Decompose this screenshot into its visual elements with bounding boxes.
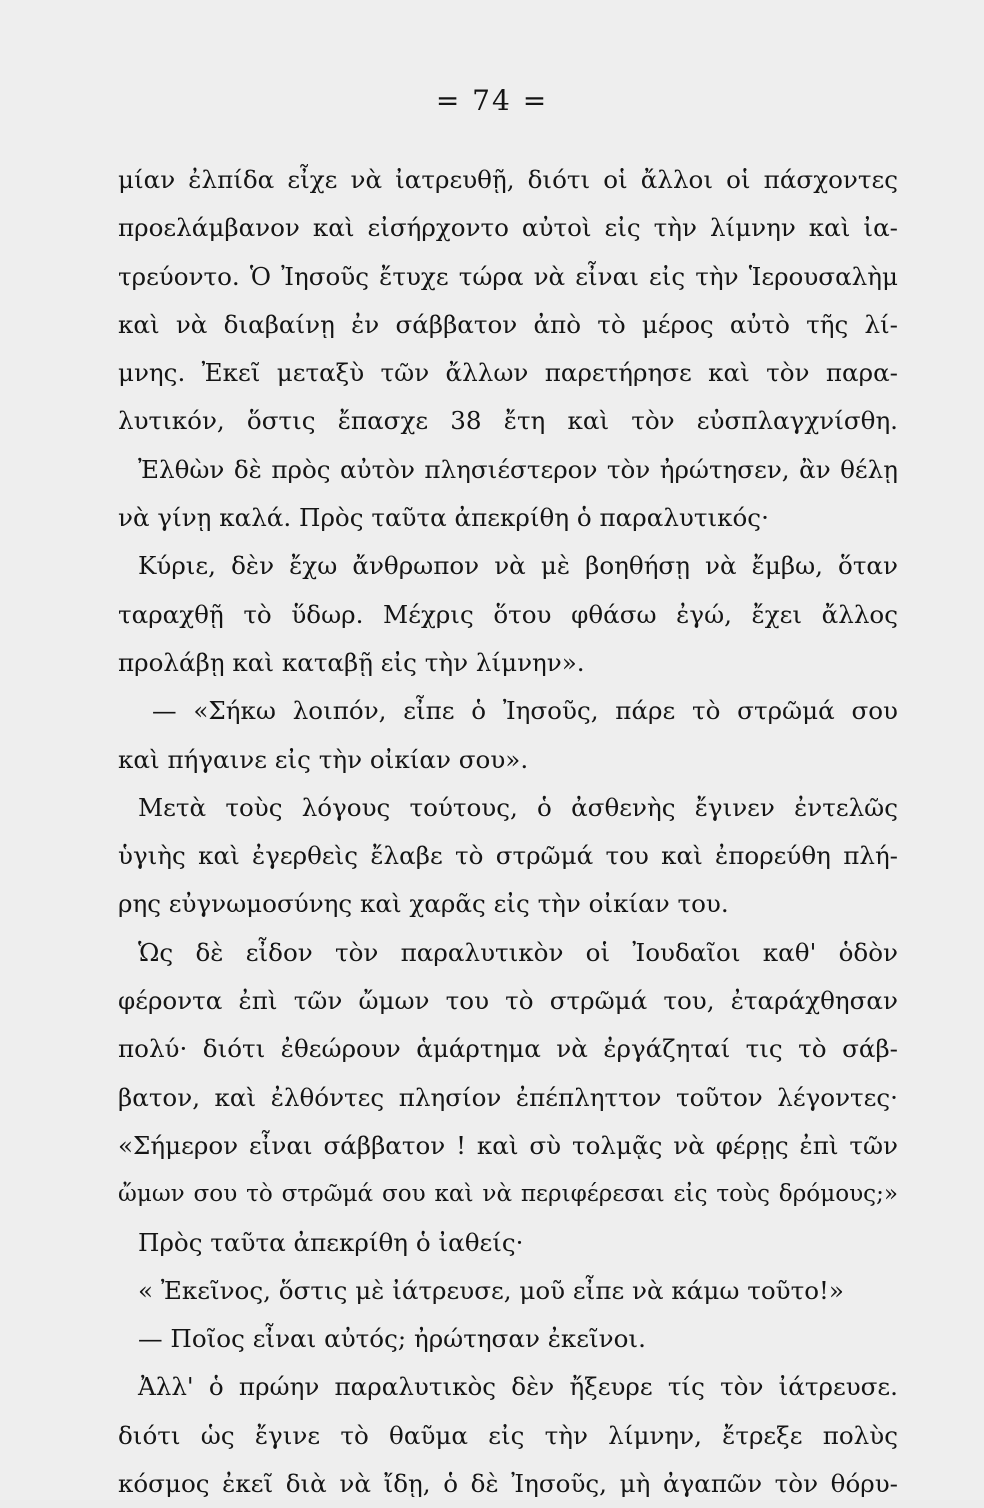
text-line: ὑγιὴς καὶ ἐγερθεὶς ἔλαβε τὸ στρῶμά του καὶ ἐπορεύθη πλή- — [118, 841, 898, 871]
text-line: Ἀλλ' ὁ πρώην παραλυτικὸς δὲν ἤξευρε τίς τὸν ἰάτρευσε. — [138, 1372, 898, 1402]
text-line: Ἐλθὼν δὲ πρὸς αὐτὸν πλησιέστερον τὸν ἠρώτησεν, ἂν θέλῃ — [138, 454, 898, 484]
text-line: ταραχθῇ τὸ ὕδωρ. Μέχρις ὅτου φθάσω ἐγώ, ἔχει ἄλλος — [118, 599, 898, 629]
page-body-text — [118, 156, 898, 1508]
text-line: ρης εὐγνωμοσύνης καὶ χαρᾶς εἰς τὴν οἰκίαν του. — [118, 889, 729, 919]
text-line: «Σήμερον εἶναι σάββατον ! καὶ σὺ τολμᾷς νὰ φέρῃς ἐπὶ τῶν — [118, 1130, 898, 1160]
text-line: προλάβῃ καὶ καταβῇ εἰς τὴν λίμνην». — [118, 647, 585, 677]
text-line: φέροντα ἐπὶ τῶν ὤμων του τὸ στρῶμά του, ἐταράχθησαν — [118, 986, 898, 1016]
text-line: — Ποῖος εἶναι αὐτός; ἠρώτησαν ἐκεῖνοι. — [138, 1324, 646, 1354]
page-number: = 74 = — [435, 84, 549, 117]
text-line: Κύριε, δὲν ἔχω ἄνθρωπον νὰ μὲ βοηθήσῃ νὰ ἔμβω, ὅταν — [138, 551, 898, 581]
text-line: — «Σήκω λοιπόν, εἶπε ὁ Ἰησοῦς, πάρε τὸ στρῶμά σου — [152, 696, 898, 726]
text-line: προελάμβανον καὶ εἰσήρχοντο αὐτοὶ εἰς τὴν λίμνην καὶ ἰα- — [118, 213, 898, 243]
text-line: τρεύοντο. Ὁ Ἰησοῦς ἔτυχε τώρα νὰ εἶναι εἰς τὴν Ἱερουσαλὴμ — [118, 261, 898, 291]
text-line: πολύ· διότι ἐθεώρουν ἁμάρτημα νὰ ἐργάζηταί τις τὸ σάβ- — [118, 1034, 898, 1064]
text-line: Πρὸς ταῦτα ἀπεκρίθη ὁ ἰαθείς· — [138, 1227, 524, 1257]
text-line: μίαν ἐλπίδα εἶχε νὰ ἰατρευθῇ, διότι οἱ ἄλλοι οἱ πάσχοντες — [118, 165, 898, 194]
text-line: νὰ γίνῃ καλά. Πρὸς ταῦτα ἀπεκρίθη ὁ παραλυτικός· — [118, 503, 769, 533]
text-line: καὶ νὰ διαβαίνῃ ἐν σάββατον ἀπὸ τὸ μέρος αὐτὸ τῆς λί- — [118, 309, 898, 339]
text-line: βατον, καὶ ἐλθόντες πλησίον ἐπέπληττον τοῦτον λέγοντες· — [118, 1082, 898, 1112]
text-line: « Ἐκεῖνος, ὅστις μὲ ἰάτρευσε, μοῦ εἶπε νὰ κάμω τοῦτο!» — [138, 1275, 844, 1305]
text-line: ὤμων σου τὸ στρῶμά σου καὶ νὰ περιφέρεσαι εἰς τοὺς δρόμους;» — [118, 1181, 898, 1208]
text-line: Μετὰ τοὺς λόγους τούτους, ὁ ἀσθενὴς ἔγινεν ἐντελῶς — [138, 792, 898, 822]
text-line: καὶ πήγαινε εἰς τὴν οἰκίαν σου». — [118, 744, 529, 774]
text-line: μνης. Ἐκεῖ μεταξὺ τῶν ἄλλων παρετήρησε καὶ τὸν παρα- — [118, 358, 898, 388]
text-line: λυτικόν, ὅστις ἔπασχε 38 ἔτη καὶ τὸν εὐσπλαγχνίσθη. — [118, 406, 898, 436]
text-line: κόσμος ἐκεῖ διὰ νὰ ἴδῃ, ὁ δὲ Ἰησοῦς, μὴ ἀγαπῶν τὸν θόρυ- — [118, 1469, 898, 1499]
text-line: Ὡς δὲ εἶδον τὸν παραλυτικὸν οἱ Ἰουδαῖοι καθ' ὁδὸν — [138, 937, 898, 967]
text-line: διότι ὡς ἔγινε τὸ θαῦμα εἰς τὴν λίμνην, ἔτρεξε πολὺς — [118, 1420, 898, 1450]
